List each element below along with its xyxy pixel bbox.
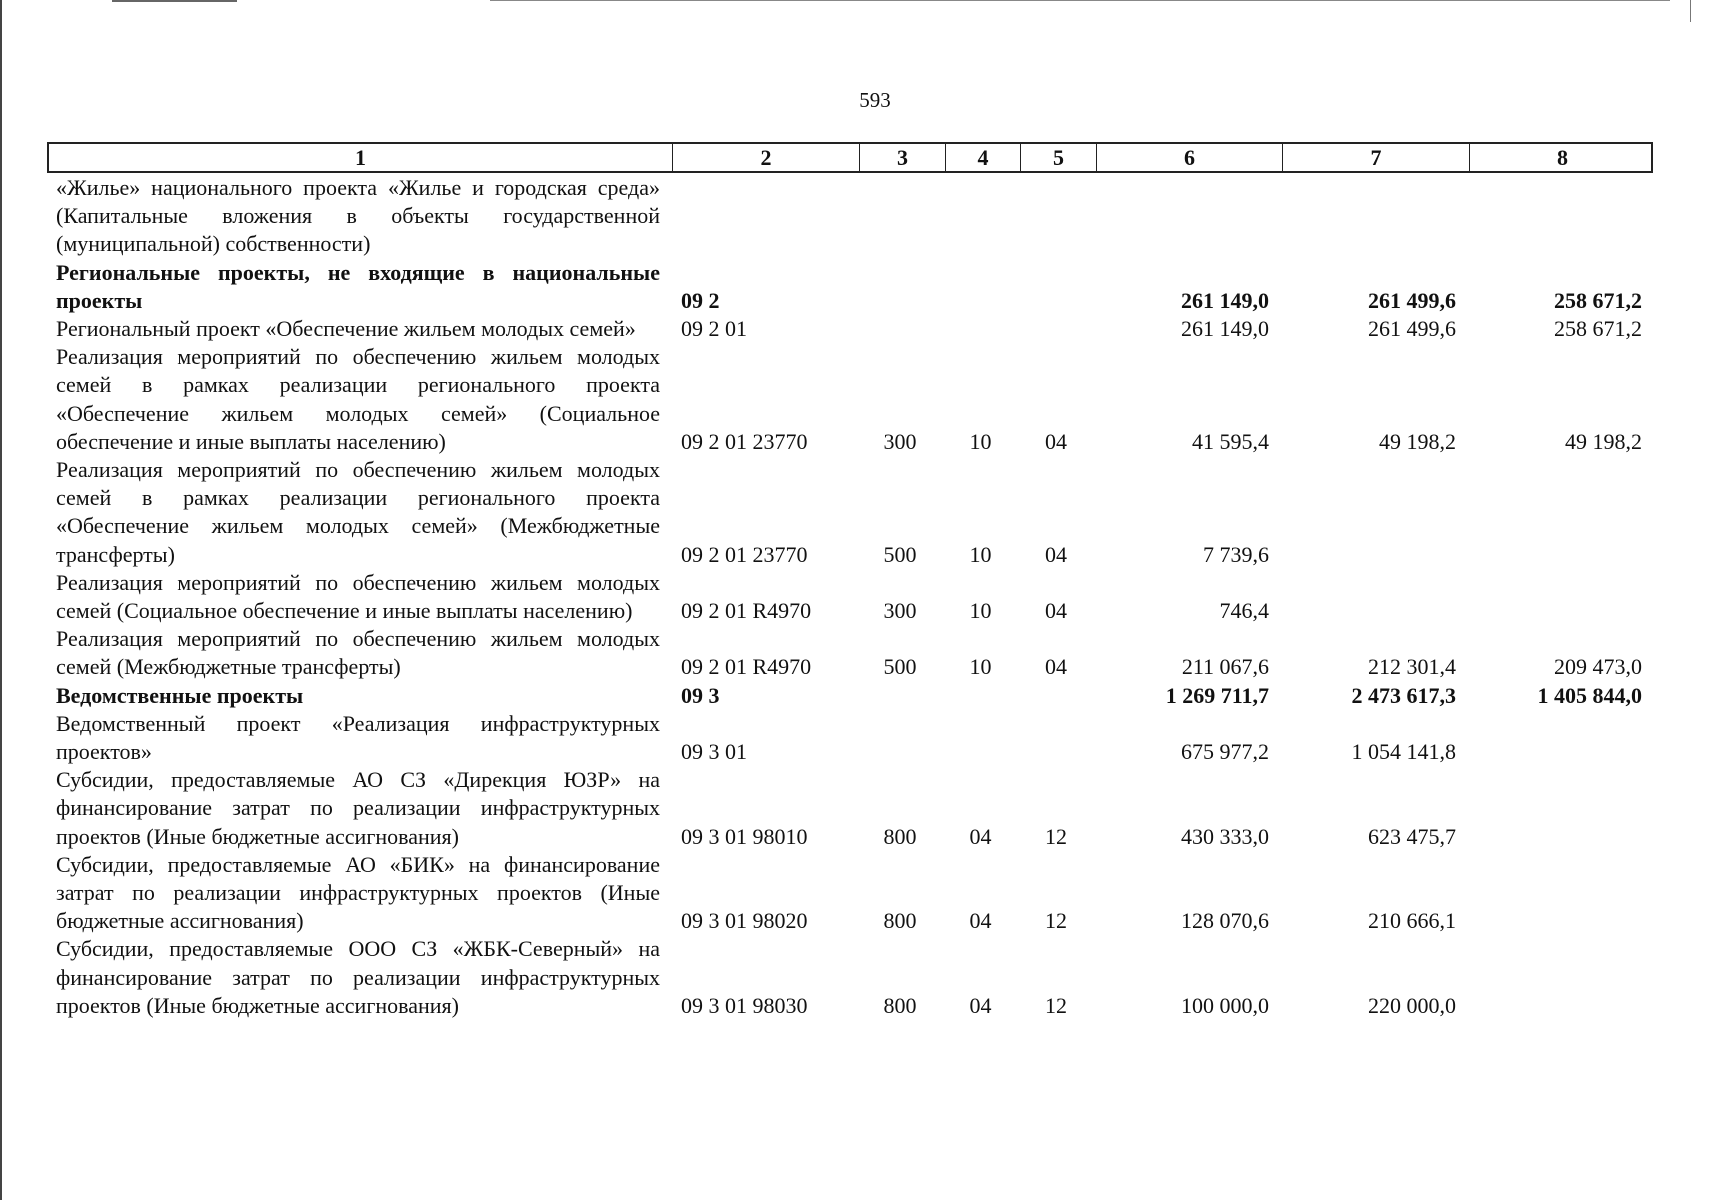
table-row [47, 710, 1653, 766]
row-code: 09 2 01 23770 [681, 541, 808, 567]
row-code: 09 3 01 98030 [681, 992, 808, 1018]
row-sum-6: 7 739,6 [1203, 541, 1269, 567]
row-name: Реализация мероприятий по обеспечению жильем молодых семей (Социальное обеспечение и иные выплаты населению) [56, 569, 660, 624]
table-row [47, 456, 1653, 569]
row-code: 09 2 01 23770 [681, 428, 808, 454]
row-name: «Жилье» национального проекта «Жилье и городская среда» (Капитальные вложения в объекты государственной (муниципальной) собственности) [56, 175, 660, 257]
table-row [47, 259, 1653, 315]
row-name: Субсидии, предоставляемые ООО СЗ «ЖБК-Северный» на финансирование затрат по реализации инфраструктурных проектов (Иные бюджетные ассигнования) [56, 936, 660, 1018]
row-vr: 500 [883, 541, 917, 567]
row-rz: 10 [969, 598, 992, 624]
row-rz: 04 [969, 908, 992, 934]
table-row [47, 935, 1653, 1020]
table-body [47, 174, 1653, 1020]
row-sum-8: 49 198,2 [1565, 428, 1642, 454]
row-rz: 10 [969, 654, 992, 680]
column-header: 8 [1469, 144, 1655, 172]
scan-edge-top [490, 0, 1670, 1]
table-row [47, 682, 1653, 710]
scan-edge-top [112, 0, 237, 2]
column-header: 2 [672, 144, 859, 172]
row-code: 09 3 [681, 682, 720, 708]
row-rz: 10 [969, 541, 992, 567]
row-pr: 12 [1045, 992, 1067, 1018]
table-row [47, 569, 1653, 625]
row-name: Реализация мероприятий по обеспечению жильем молодых семей (Межбюджетные трансферты) [56, 626, 660, 680]
row-name: Субсидии, предоставляемые АО «БИК» на финансирование затрат по реализации инфраструктурных проектов (Иные бюджетные ассигнования) [56, 851, 660, 934]
row-sum-8: 1 405 844,0 [1537, 682, 1642, 708]
column-header: 7 [1282, 144, 1469, 172]
row-vr: 800 [883, 823, 917, 849]
row-vr: 800 [883, 908, 917, 934]
column-header: 1 [355, 145, 366, 170]
row-sum-6: 261 149,0 [1181, 287, 1269, 313]
table-row [47, 766, 1653, 851]
row-name: Региональные проекты, не входящие в национальные проекты [56, 259, 660, 313]
row-pr: 12 [1045, 908, 1067, 934]
row-sum-6: 675 977,2 [1181, 739, 1269, 765]
row-sum-8: 258 671,2 [1554, 287, 1642, 313]
row-sum-6: 100 000,0 [1181, 992, 1269, 1018]
table-row [47, 343, 1653, 456]
row-name: Региональный проект «Обеспечение жильем молодых семей» [56, 316, 636, 342]
row-sum-6: 128 070,6 [1181, 908, 1269, 934]
row-code: 09 3 01 [681, 739, 747, 765]
row-name: Реализация мероприятий по обеспечению жильем молодых семей в рамках реализации регионального проекта «Обеспечение жильем молодых семей» (Межбюджетные трансферты) [56, 457, 660, 567]
row-name: Ведомственные проекты [56, 682, 304, 708]
scan-edge-right [1690, 0, 1691, 22]
row-name: Реализация мероприятий по обеспечению жильем молодых семей в рамках реализации регионального проекта «Обеспечение жильем молодых семей» (Социальное обеспечение и иные выплаты населению) [56, 344, 660, 454]
row-vr: 300 [883, 428, 917, 454]
page-number: 593 [859, 88, 891, 112]
row-sum-7: 623 475,7 [1368, 823, 1456, 849]
scan-edge-left [0, 0, 2, 1200]
column-header: 4 [945, 144, 1020, 172]
row-sum-8: 258 671,2 [1554, 316, 1642, 342]
row-sum-7: 49 198,2 [1379, 428, 1456, 454]
row-code: 09 2 01 R4970 [681, 598, 812, 624]
row-sum-6: 746,4 [1219, 598, 1269, 624]
row-sum-6: 41 595,4 [1192, 428, 1269, 454]
row-code: 09 2 01 [681, 316, 747, 342]
table-row [47, 315, 1653, 343]
row-rz: 04 [969, 823, 992, 849]
row-sum-7: 1 054 141,8 [1351, 739, 1456, 765]
row-pr: 04 [1045, 541, 1067, 567]
row-vr: 500 [883, 654, 917, 680]
row-sum-7: 261 499,6 [1368, 316, 1456, 342]
row-sum-6: 211 067,6 [1181, 654, 1269, 680]
row-sum-7: 212 301,4 [1368, 654, 1456, 680]
table-row [47, 851, 1653, 936]
row-code: 09 3 01 98020 [681, 908, 808, 934]
row-rz: 10 [969, 428, 992, 454]
column-header: 5 [1020, 144, 1096, 172]
row-sum-8: 209 473,0 [1554, 654, 1642, 680]
row-sum-7: 210 666,1 [1368, 908, 1456, 934]
table-row [47, 625, 1653, 681]
row-vr: 300 [883, 598, 917, 624]
row-code: 09 2 [681, 287, 720, 313]
row-pr: 12 [1045, 823, 1067, 849]
row-pr: 04 [1045, 598, 1067, 624]
row-sum-6: 430 333,0 [1181, 823, 1269, 849]
row-code: 09 3 01 98010 [681, 823, 808, 849]
row-sum-7: 220 000,0 [1368, 992, 1456, 1018]
row-sum-7: 2 473 617,3 [1351, 682, 1456, 708]
row-sum-7: 261 499,6 [1368, 287, 1456, 313]
row-sum-6: 1 269 711,7 [1165, 682, 1269, 708]
row-pr: 04 [1045, 654, 1067, 680]
column-header: 3 [859, 144, 945, 172]
row-rz: 04 [969, 992, 992, 1018]
row-name: Субсидии, предоставляемые АО СЗ «Дирекция ЮЗР» на финансирование затрат по реализации инфраструктурных проектов (Иные бюджетные ассигнования) [56, 767, 660, 849]
column-header: 6 [1096, 144, 1282, 172]
row-code: 09 2 01 R4970 [681, 654, 812, 680]
table-row [47, 174, 1653, 259]
table-header [47, 142, 1653, 173]
row-name: Ведомственный проект «Реализация инфраструктурных проектов» [56, 710, 660, 765]
row-vr: 800 [883, 992, 917, 1018]
row-sum-6: 261 149,0 [1181, 316, 1269, 342]
row-pr: 04 [1045, 428, 1067, 454]
